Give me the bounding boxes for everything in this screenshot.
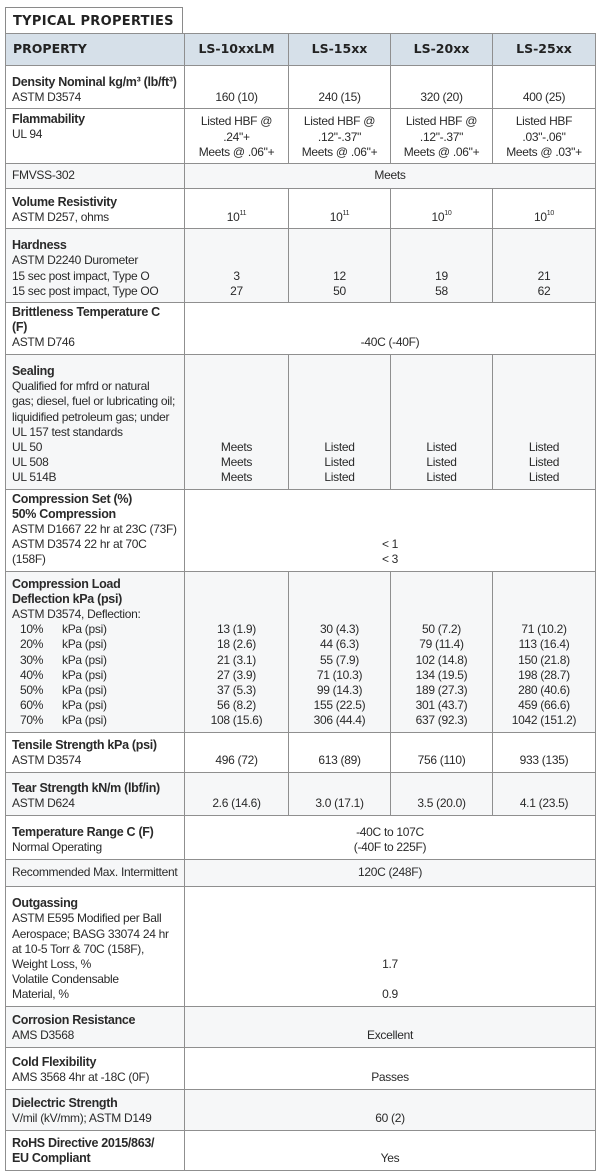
property-name: Compression Set (%) — [12, 491, 133, 506]
value: 60 (2) — [375, 1111, 405, 1126]
value-cell — [391, 109, 493, 164]
property-cell — [6, 1089, 185, 1130]
property-condition: Volatile Condensable — [12, 972, 119, 987]
row-sealing — [6, 354, 596, 489]
property-cell — [6, 354, 185, 489]
property-cell — [6, 189, 185, 229]
deflection-unit: kPa (psi) — [62, 713, 107, 728]
value-cell — [289, 732, 391, 772]
value: Meets — [220, 470, 253, 485]
deflection-percent: 40% — [20, 667, 44, 682]
value-cell — [289, 772, 391, 815]
value: 71 (10.3) — [316, 667, 363, 682]
deflection-line — [12, 698, 178, 713]
value-cell — [185, 859, 596, 886]
property-description: at 10-5 Torr & 70C (158F), — [12, 941, 145, 956]
property-cell — [6, 732, 185, 772]
value: 756 (110) — [417, 753, 466, 768]
deflection-line — [12, 668, 178, 683]
property-cell — [6, 1130, 185, 1170]
value: Meets @ .06"+ — [198, 144, 275, 159]
value-cell — [289, 66, 391, 109]
value-cell — [185, 109, 289, 164]
value-cell — [493, 229, 596, 303]
property-name: Hardness — [12, 238, 67, 253]
deflection-line — [12, 622, 178, 637]
value-cell — [185, 1047, 596, 1089]
value-exponent: 10 — [546, 209, 554, 217]
deflection-percent: 10% — [20, 622, 44, 637]
property-test: FMVSS-302 — [12, 167, 75, 182]
row-tensile-strength — [6, 732, 596, 772]
value: 44 (6.3) — [320, 637, 359, 652]
property-cell — [6, 772, 185, 815]
row-volume-resistivity — [6, 189, 596, 229]
value-cell — [493, 109, 596, 164]
property-condition: UL 50 — [12, 440, 43, 454]
value-cell — [289, 189, 391, 229]
value-cell — [185, 1130, 596, 1170]
value: Listed HBF — [515, 114, 573, 129]
value-cell — [185, 732, 289, 772]
value: 306 (44.4) — [313, 713, 366, 728]
value: < 1 — [381, 537, 399, 552]
row-outgassing — [6, 886, 596, 1006]
property-test: ASTM D2240 Durometer — [12, 253, 139, 268]
value-cell — [185, 886, 596, 1006]
value-cell — [289, 571, 391, 732]
property-condition: ASTM D1667 22 hr at 23C (73F) — [12, 522, 177, 537]
property-name: Outgassing — [12, 896, 78, 911]
header-ls-25xx: LS-25xx — [493, 34, 596, 66]
property-description: Qualified for mfrd or natural — [12, 379, 150, 394]
value-cell — [185, 303, 596, 355]
row-compression-set — [6, 489, 596, 571]
value-exponent: 11 — [239, 209, 247, 217]
property-test: Normal Operating — [12, 840, 102, 855]
value: 637 (92.3) — [415, 713, 468, 728]
value-cell — [391, 732, 493, 772]
value: 56 (8.2) — [217, 698, 256, 713]
row-compression-load-deflection — [6, 571, 596, 732]
value: 198 (28.7) — [518, 667, 570, 682]
value: 27 (3.9) — [217, 667, 256, 682]
property-description: UL 157 test standards — [12, 424, 123, 439]
value-cell — [391, 772, 493, 815]
property-description: liquidified petroleum gas; under — [12, 409, 170, 424]
value: 1042 (151.2) — [511, 713, 577, 728]
deflection-line — [12, 637, 178, 652]
value: 108 (15.6) — [210, 713, 263, 728]
value-cell — [493, 732, 596, 772]
property-condition: Weight Loss, % — [12, 957, 91, 972]
value: Listed — [528, 470, 560, 485]
value: 459 (66.6) — [518, 698, 570, 713]
property-name: 50% Compression — [12, 506, 116, 521]
property-cell — [6, 886, 185, 1006]
value-cell — [391, 354, 493, 489]
property-name: Volume Resistivity — [12, 194, 117, 209]
value: 99 (14.3) — [316, 683, 363, 698]
deflection-unit: kPa (psi) — [62, 698, 107, 713]
value-base: 10 — [534, 209, 547, 224]
header-ls-20xx: LS-20xx — [391, 34, 493, 66]
property-test: AMS 3568 4hr at -18C (0F) — [12, 1070, 150, 1085]
value: 71 (10.2) — [521, 622, 567, 637]
value-cell — [185, 1089, 596, 1130]
value-cell — [185, 571, 289, 732]
value: Listed HBF @ — [200, 114, 273, 129]
row-hardness — [6, 229, 596, 303]
row-density — [6, 66, 596, 109]
value: < 3 — [381, 552, 399, 567]
value: Passes — [371, 1070, 409, 1085]
value-exponent: 10 — [444, 209, 452, 217]
property-cell — [6, 859, 185, 886]
value-cell — [289, 109, 391, 164]
property-condition: UL 508 — [12, 455, 49, 470]
property-name: Tear Strength kN/m (lbf/in) — [12, 781, 160, 796]
value: Listed — [528, 440, 560, 454]
value-cell — [493, 354, 596, 489]
property-condition: 15 sec post impact, Type O — [12, 268, 150, 283]
property-name: EU Compliant — [12, 1151, 91, 1166]
row-cold-flexibility — [6, 1047, 596, 1089]
value: 2.6 (14.6) — [212, 796, 261, 811]
value-cell — [185, 354, 289, 489]
deflection-unit: kPa (psi) — [62, 667, 107, 682]
value: 613 (89) — [318, 753, 361, 768]
value-exponent: 11 — [342, 209, 350, 217]
header-ls-15xx: LS-15xx — [289, 34, 391, 66]
property-cell — [6, 109, 185, 164]
value: -40C to 107C — [356, 825, 424, 840]
value: .24"+ — [223, 129, 250, 144]
value-base: 10 — [226, 209, 240, 224]
value — [191, 210, 282, 225]
value — [499, 210, 589, 225]
value-cell — [493, 66, 596, 109]
deflection-line — [12, 713, 178, 728]
value: 0.9 — [382, 987, 398, 1002]
value: 12 — [333, 268, 346, 283]
value: Meets @ .06"+ — [403, 144, 480, 159]
property-name: Dielectric Strength — [12, 1096, 118, 1111]
value: 21 — [537, 268, 551, 283]
header-row — [6, 34, 596, 66]
value: 496 (72) — [215, 753, 258, 768]
row-corrosion-resistance — [6, 1006, 596, 1047]
value: 320 (20) — [420, 89, 463, 104]
deflection-line — [12, 683, 178, 698]
value-cell — [185, 489, 596, 571]
value: Meets — [220, 440, 253, 454]
property-test: ASTM D3574 — [12, 753, 82, 768]
value: 19 — [435, 268, 448, 283]
value: 21 (3.1) — [217, 652, 256, 667]
value: 37 (5.3) — [217, 683, 256, 698]
property-cell — [6, 1006, 185, 1047]
value: 3 — [233, 268, 240, 283]
value: Meets — [220, 455, 253, 470]
value: Listed — [528, 455, 560, 470]
value: 50 (7.2) — [422, 622, 461, 637]
deflection-percent: 20% — [20, 637, 44, 652]
value: 301 (43.7) — [415, 698, 468, 713]
value: 27 — [230, 283, 243, 298]
property-condition: ASTM D3574 22 hr at 70C (158F) — [12, 537, 147, 567]
property-condition: UL 514B — [12, 470, 57, 485]
value: Listed — [426, 455, 457, 470]
deflection-line — [12, 653, 178, 668]
value: Yes — [380, 1151, 400, 1166]
row-temperature-range — [6, 815, 596, 859]
property-name: Density Nominal kg/m³ (lb/ft³) — [12, 74, 177, 89]
property-name: Flammability — [12, 112, 85, 126]
value-cell — [185, 815, 596, 859]
header-ls-10xxlm: LS-10xxLM — [185, 34, 289, 66]
row-rohs — [6, 1130, 596, 1170]
value: 933 (135) — [519, 753, 569, 768]
value-cell — [391, 189, 493, 229]
property-test: AMS D3568 — [12, 1028, 74, 1043]
property-test: ASTM D3574 — [12, 89, 82, 104]
value-cell — [185, 189, 289, 229]
row-max-intermittent — [6, 859, 596, 886]
value: Excellent — [367, 1028, 413, 1043]
row-flammability — [6, 109, 596, 164]
value: Listed — [324, 470, 355, 485]
property-condition: Material, % — [12, 987, 69, 1002]
value: Listed — [426, 470, 457, 485]
value: Meets @ .06"+ — [301, 144, 378, 159]
value: 102 (14.8) — [415, 652, 468, 667]
value: 3.0 (17.1) — [315, 796, 364, 811]
value: 160 (10) — [215, 89, 258, 104]
value: 280 (40.6) — [518, 683, 570, 698]
deflection-unit: kPa (psi) — [62, 637, 107, 652]
value — [397, 210, 486, 225]
table-title: TYPICAL PROPERTIES — [5, 7, 183, 33]
property-cell — [6, 66, 185, 109]
value-cell — [391, 571, 493, 732]
property-description: ASTM E595 Modified per Ball — [12, 911, 162, 926]
value-cell — [185, 66, 289, 109]
value: Listed — [324, 440, 355, 454]
value-cell — [289, 229, 391, 303]
value: Listed — [426, 440, 457, 454]
value-cell — [185, 164, 596, 189]
value: 79 (11.4) — [419, 637, 464, 652]
property-name: Brittleness Temperature C (F) — [12, 305, 160, 335]
value: Meets @ .03"+ — [506, 144, 582, 159]
value-cell — [391, 229, 493, 303]
value: .12"-.37" — [317, 129, 362, 144]
property-cell — [6, 303, 185, 355]
property-name: Corrosion Resistance — [12, 1013, 136, 1028]
value-cell — [493, 571, 596, 732]
value: -40C (-40F) — [360, 335, 420, 350]
property-name: Temperature Range C (F) — [12, 825, 154, 840]
value: 240 (15) — [318, 89, 361, 104]
value: 155 (22.5) — [313, 698, 366, 713]
value: 62 — [537, 283, 551, 298]
value-cell — [185, 772, 289, 815]
value: (-40F to 225F) — [353, 840, 427, 855]
property-test: ASTM D3574, Deflection: — [12, 607, 141, 621]
value-cell — [493, 189, 596, 229]
property-name: Cold Flexibility — [12, 1055, 97, 1070]
value-cell — [289, 354, 391, 489]
value: 400 (25) — [522, 89, 566, 104]
property-description: Aerospace; BASG 33074 24 hr — [12, 926, 169, 941]
value: Listed HBF @ — [303, 114, 376, 129]
property-name: Compression Load — [12, 576, 121, 591]
deflection-percent: 30% — [20, 652, 44, 667]
value-cell — [185, 229, 289, 303]
value: 50 — [333, 283, 346, 298]
property-description: gas; diesel, fuel or lubricating oil; — [12, 394, 175, 409]
value-cell — [493, 772, 596, 815]
row-dielectric-strength — [6, 1089, 596, 1130]
property-cell — [6, 229, 185, 303]
value: 134 (19.5) — [415, 667, 468, 682]
deflection-percent: 70% — [20, 713, 44, 728]
property-test: ASTM D746 — [12, 335, 75, 350]
deflection-unit: kPa (psi) — [62, 622, 107, 637]
deflection-percent: 60% — [20, 698, 44, 713]
value: Meets — [374, 167, 406, 182]
value: 1.7 — [382, 957, 398, 972]
property-cell — [6, 815, 185, 859]
row-brittleness — [6, 303, 596, 355]
value: .12"-.37" — [419, 129, 464, 144]
property-test: Recommended Max. Intermittent — [12, 864, 178, 879]
value-base: 10 — [431, 209, 445, 224]
header-property: PROPERTY — [6, 34, 185, 66]
value: .03"-.06" — [522, 129, 566, 144]
value: 30 (4.3) — [320, 622, 359, 637]
spacer — [191, 972, 589, 987]
value: 113 (16.4) — [518, 637, 570, 652]
property-name: Deflection kPa (psi) — [12, 591, 122, 606]
property-cell — [6, 489, 185, 571]
value: 58 — [435, 283, 448, 298]
value: 13 (1.9) — [217, 622, 256, 637]
properties-table — [5, 33, 596, 1171]
value: 4.1 (23.5) — [519, 796, 569, 811]
row-fmvss — [6, 164, 596, 189]
row-tear-strength — [6, 772, 596, 815]
deflection-percent: 50% — [20, 683, 44, 698]
value: 18 (2.6) — [217, 637, 256, 652]
value: 3.5 (20.0) — [417, 796, 466, 811]
deflection-unit: kPa (psi) — [62, 683, 107, 698]
property-condition: 15 sec post impact, Type OO — [12, 283, 159, 298]
value-cell — [185, 1006, 596, 1047]
value: Listed HBF @ — [405, 114, 478, 129]
value: 55 (7.9) — [320, 652, 359, 667]
value: Listed — [324, 455, 355, 470]
property-cell — [6, 1047, 185, 1089]
deflection-unit: kPa (psi) — [62, 652, 107, 667]
property-name: RoHS Directive 2015/863/ — [12, 1136, 155, 1151]
value: 120C (248F) — [357, 864, 423, 879]
value — [295, 210, 384, 225]
property-name: Tensile Strength kPa (psi) — [12, 738, 157, 753]
value-base: 10 — [329, 209, 343, 224]
property-cell — [6, 571, 185, 732]
property-name: Sealing — [12, 363, 55, 378]
value-cell — [391, 66, 493, 109]
property-test: ASTM D257, ohms — [12, 209, 109, 224]
property-test: V/mil (kV/mm); ASTM D149 — [12, 1111, 152, 1126]
property-cell — [6, 164, 185, 189]
property-test: ASTM D624 — [12, 796, 75, 811]
value: 150 (21.8) — [518, 652, 570, 667]
value: 189 (27.3) — [415, 683, 468, 698]
property-test: UL 94 — [12, 127, 43, 142]
